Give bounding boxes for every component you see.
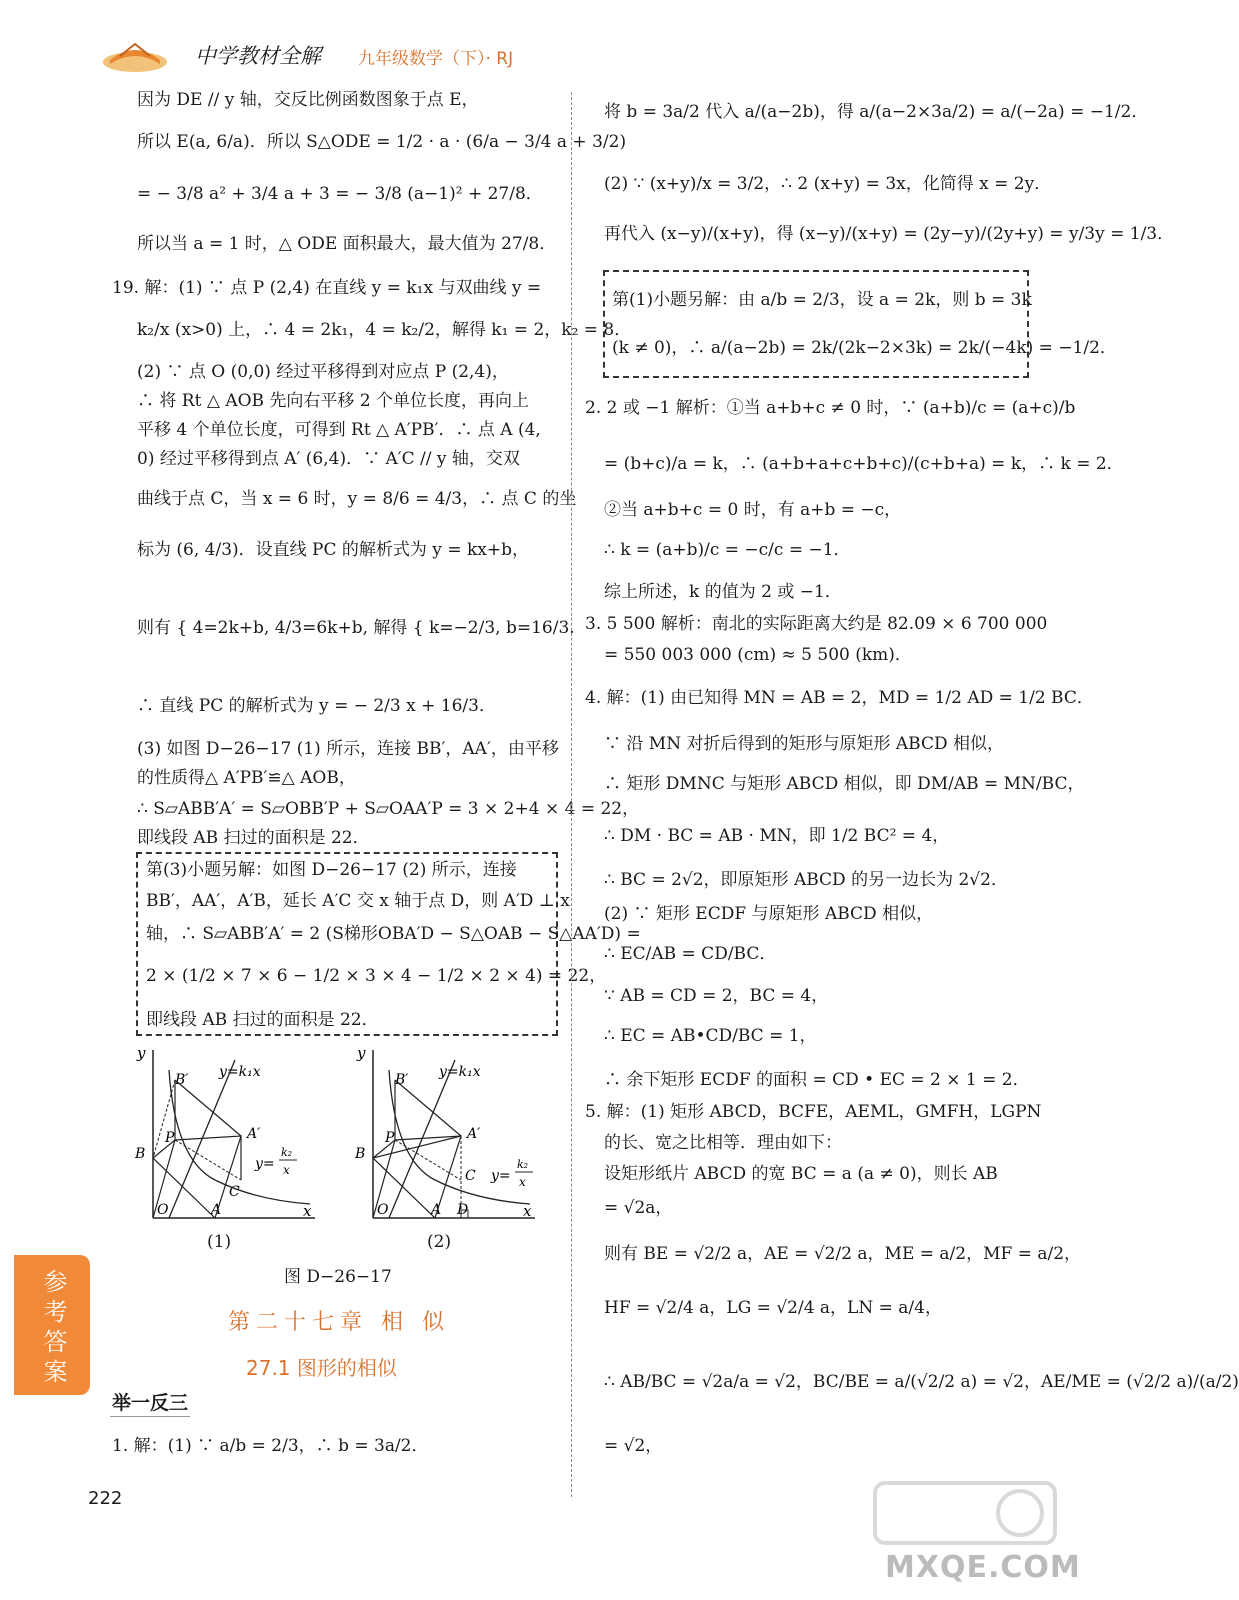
left-line: 平移 4 个单位长度，可得到 Rt △ A′PB′．∴ 点 A (4, <box>137 420 541 440</box>
right-line: 再代入 (x−y)/(x+y)，得 (x−y)/(x+y) = (2y−y)/(2y+y) = y/3y = 1/3． <box>604 224 1175 244</box>
right-line: 4. 解：(1) 由已知得 MN = AB = 2，MD = 1/2 AD = 1/2 BC． <box>585 688 1094 708</box>
right-line: = √2a， <box>604 1198 673 1218</box>
right-line: 设矩形纸片 ABCD 的宽 BC = a (a ≠ 0)，则长 AB <box>604 1164 998 1184</box>
column-divider <box>571 92 572 1497</box>
figure-caption: 图 D−26−17 <box>284 1267 392 1287</box>
y-axis-label: y <box>137 1044 146 1062</box>
right-line: 3. 5 500 解析：南北的实际距离大约是 82.09 × 6 700 000 <box>585 614 1048 634</box>
right-line: ②当 a+b+c = 0 时，有 a+b = −c， <box>604 500 902 520</box>
point-b-label: B <box>135 1146 146 1162</box>
x-axis-label: x <box>303 1202 312 1220</box>
left-line: k₂/x (x>0) 上，∴ 4 = 2k₁，4 = k₂/2，解得 k₁ = 2，k₂ = 8． <box>137 320 632 340</box>
point-d-label: D <box>457 1202 469 1218</box>
left-line: 标为 (6, 4/3)．设直线 PC 的解析式为 y = kx+b， <box>137 540 529 560</box>
figure-sub1: (1) <box>207 1232 232 1252</box>
right-line: = √2， <box>604 1436 663 1456</box>
left-line: = − 3/8 a² + 3/4 a + 3 = − 3/8 (a−1)² + 27/8． <box>137 184 543 204</box>
side-tab-label: 参考答案 <box>39 1269 67 1389</box>
box-line: 2 × (1/2 × 7 × 6 − 1/2 × 3 × 4 − 1/2 × 2 × 4) = 22， <box>146 966 607 986</box>
left-line: 所以 E(a, 6/a)．所以 S△ODE = 1/2 · a · (6/a − 3/4 a + 3/2) <box>137 132 627 152</box>
svg-text:y: y <box>357 1044 366 1062</box>
point-c-label: C <box>229 1184 240 1200</box>
right-line: ∵ 沿 MN 对折后得到的矩形与原矩形 ABCD 相似， <box>604 734 1005 754</box>
right-line: (2) ∵ 矩形 ECDF 与原矩形 ABCD 相似， <box>604 904 934 924</box>
point-a-label: A <box>211 1202 222 1218</box>
svg-text:k₂: k₂ <box>281 1146 293 1159</box>
svg-text:x: x <box>523 1202 532 1220</box>
left-tail-line: 1. 解：(1) ∵ a/b = 2/3，∴ b = 3a/2． <box>112 1436 429 1456</box>
section-title: 27.1 图形的相似 <box>246 1356 397 1380</box>
right-line: ∵ AB = CD = 2，BC = 4， <box>604 986 829 1006</box>
right-line: 将 b = 3a/2 代入 a/(a−2b)，得 a/(a−2×3a/2) = a/(−2a) = −1/2． <box>604 102 1149 122</box>
svg-text:O: O <box>377 1202 389 1218</box>
svg-text:B: B <box>355 1146 366 1162</box>
svg-text:C: C <box>465 1168 476 1184</box>
watermark-text: MXQE.COM <box>885 1550 1081 1585</box>
box-line: 即线段 AB 扫过的面积是 22． <box>146 1010 379 1030</box>
right-line: ∴ 矩形 DMNC 与矩形 ABCD 相似，即 DM/AB = MN/BC， <box>604 774 1085 794</box>
point-bprime-label: B′ <box>175 1072 189 1088</box>
point-p-label: P <box>165 1130 175 1146</box>
svg-text:x: x <box>519 1175 526 1189</box>
box-line: (k ≠ 0)，∴ a/(a−2b) = 2k/(2k−2×3k) = 2k/(−4k) = −1/2． <box>612 338 1117 358</box>
svg-text:k₂: k₂ <box>517 1158 529 1171</box>
book-logo-icon <box>100 34 170 74</box>
svg-text:P: P <box>385 1130 395 1146</box>
svg-text:x: x <box>283 1163 290 1177</box>
figure-d-26-17-2 <box>345 1040 545 1230</box>
page-number: 222 <box>88 1488 123 1509</box>
header-subtitle: 九年级数学（下）· RJ <box>358 49 514 69</box>
left-line: 因为 DE // y 轴，交反比例函数图象于点 E， <box>137 90 479 110</box>
left-line: 0) 经过平移得到点 A′ (6,4)．∵ A′C // y 轴，交双 <box>137 449 520 469</box>
header-title: 中学教材全解 <box>195 44 321 68</box>
right-line: ∴ DM · BC = AB · MN，即 1/2 BC² = 4， <box>604 826 950 846</box>
figure-sub2: (2) <box>427 1232 452 1252</box>
right-line: (2) ∵ (x+y)/x = 3/2，∴ 2 (x+y) = 3x，化简得 x = 2y． <box>604 174 1052 194</box>
right-line: ∴ EC/AB = CD/BC． <box>604 944 777 964</box>
svg-text:A: A <box>431 1202 442 1218</box>
right-line: 则有 BE = √2/2 a，AE = √2/2 a，ME = a/2，MF = a/2， <box>604 1244 1082 1264</box>
line-label: y=k₁x <box>219 1064 261 1080</box>
point-aprime-label: A′ <box>247 1126 261 1142</box>
curve-label: y= <box>255 1156 275 1172</box>
figure-d-26-17-1 <box>125 1040 325 1230</box>
left-line: 曲线于点 C，当 x = 6 时，y = 8/6 = 4/3，∴ 点 C 的坐 <box>137 489 577 509</box>
right-line: ∴ EC = AB•CD/BC = 1， <box>604 1026 817 1046</box>
left-line: (2) ∵ 点 O (0,0) 经过平移得到对应点 P (2,4)， <box>137 362 509 382</box>
right-line: ∴ AB/BC = √2a/a = √2，BC/BE = a/(√2/2 a) = √2，AE/ME = (√2/2 a)/(a/2) <box>604 1372 1239 1392</box>
left-line: ∴ S▱ABB′A′ = S▱OBB′P + S▱OAA′P = 3 × 2+4 × 4 = 22， <box>137 799 640 819</box>
alt-solution-box-right <box>603 270 1029 378</box>
page-header <box>0 0 1071 80</box>
left-line: ∴ 将 Rt △ AOB 先向右平移 2 个单位长度，再向上 <box>137 391 530 411</box>
left-line: 的性质得△ A′PB′≌△ AOB， <box>137 768 356 788</box>
chapter-title: 第二十七章 相 似 <box>228 1310 450 1335</box>
right-line: 5. 解：(1) 矩形 ABCD，BCFE，AEML，GMFH，LGPN <box>585 1102 1042 1122</box>
left-line: 所以当 a = 1 时，△ ODE 面积最大，最大值为 27/8． <box>137 234 557 254</box>
svg-text:A′: A′ <box>467 1126 481 1142</box>
origin-label: O <box>157 1202 169 1218</box>
right-line: ∴ 余下矩形 ECDF 的面积 = CD • EC = 2 × 1 = 2． <box>604 1070 1030 1090</box>
box-line: 轴，∴ S▱ABB′A′ = 2 (S梯形OBA′D − S△OAB − S△AA′D) = <box>146 924 641 944</box>
right-line: 2. 2 或 −1 解析：①当 a+b+c ≠ 0 时，∵ (a+b)/c = (a+c)/b <box>585 398 1076 418</box>
svg-text:y=: y= <box>491 1168 511 1184</box>
left-line: 即线段 AB 扫过的面积是 22． <box>137 828 370 848</box>
box-line: 第(3)小题另解：如图 D−26−17 (2) 所示，连接 <box>146 860 517 880</box>
svg-text:B′: B′ <box>395 1072 409 1088</box>
box-line: 第(1)小题另解：由 a/b = 2/3，设 a = 2k，则 b = 3k <box>612 290 1032 310</box>
left-line: 19. 解：(1) ∵ 点 P (2,4) 在直线 y = k₁x 与双曲线 y = <box>112 278 542 298</box>
side-tab <box>14 1255 90 1395</box>
svg-text:y=k₁x: y=k₁x <box>439 1064 481 1080</box>
left-line: 则有 { 4=2k+b, 4/3=6k+b, 解得 { k=−2/3, b=16/3. <box>137 618 575 638</box>
left-line: (3) 如图 D−26−17 (1) 所示，连接 BB′，AA′，由平移 <box>137 739 559 759</box>
right-line: = (b+c)/a = k，∴ (a+b+a+c+b+c)/(c+b+a) = k，∴ k = 2． <box>604 454 1124 474</box>
box-line: BB′，AA′，A′B，延长 A′C 交 x 轴于点 D，则 A′D ⊥ x <box>146 891 570 911</box>
right-line: = 550 003 000 (cm) ≈ 5 500 (km)． <box>604 645 912 665</box>
right-line: HF = √2/4 a，LG = √2/4 a，LN = a/4， <box>604 1298 942 1318</box>
right-line: ∴ BC = 2√2，即原矩形 ABCD 的另一边长为 2√2． <box>604 870 1008 890</box>
right-line: 的长、宽之比相等．理由如下： <box>604 1133 842 1153</box>
heading-underline <box>110 1416 190 1417</box>
subsection-heading: 举一反三 <box>112 1392 189 1414</box>
right-line: 综上所述，k 的值为 2 或 −1． <box>604 582 842 602</box>
left-line: ∴ 直线 PC 的解析式为 y = − 2/3 x + 16/3． <box>137 696 496 716</box>
right-line: ∴ k = (a+b)/c = −c/c = −1． <box>604 540 851 560</box>
